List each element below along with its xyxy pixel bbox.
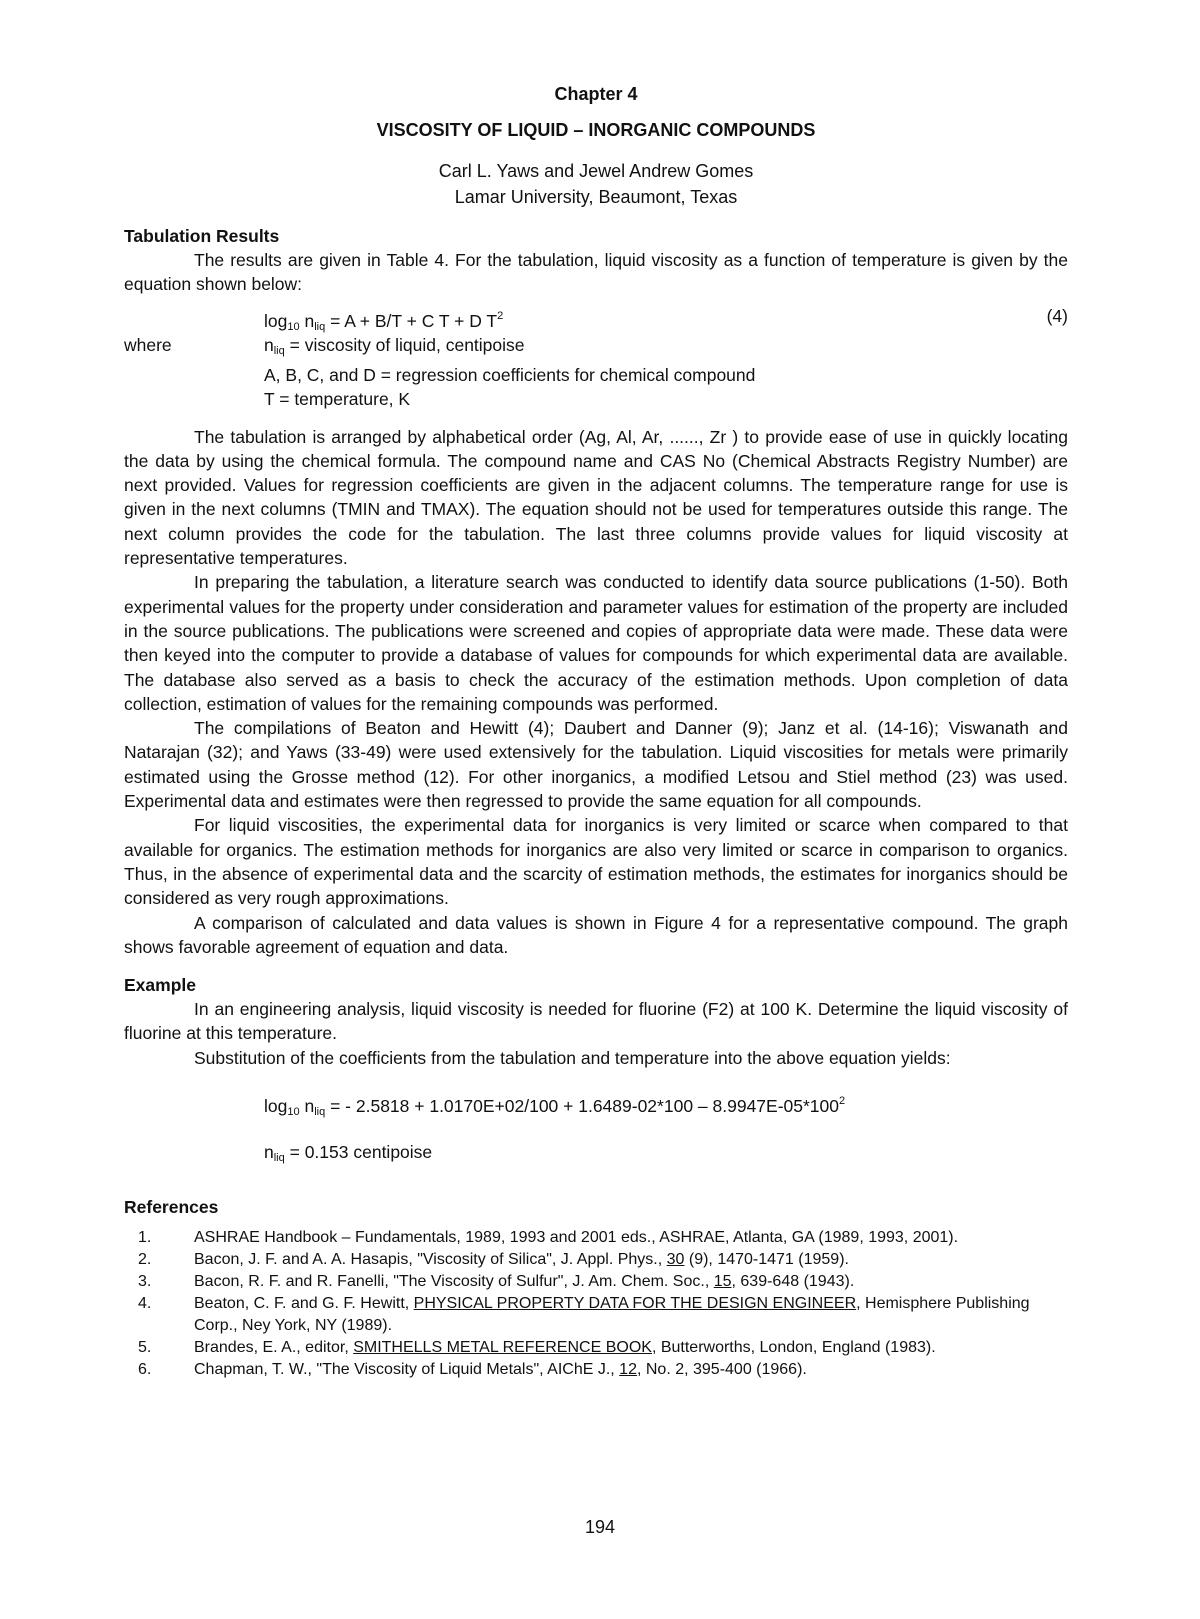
reference-item — [124, 1227, 1068, 1249]
chapter-title: VISCOSITY OF LIQUID – INORGANIC COMPOUNDS — [376, 120, 816, 140]
eq-var: n — [304, 310, 315, 331]
tabulation-paragraph: A comparison of calculated and data values is shown in Figure 4 for a representative compound. The graph shows favorable agreement of equation and data. — [124, 912, 1068, 957]
viscosity-equation — [124, 301, 1068, 331]
ex-var-sub: liq — [314, 1106, 326, 1119]
tabulation-paragraph: The tabulation is arranged by alphabetical order (Ag, Al, Ar, ......, Zr ) to provide ease of use in quickly locating the data by using the chemical formula. The compound name and CAS No (Chemical Abstracts Registry Number) are next provided. Values for regression coefficients are given in the adjacent columns. The temperature range for use is given in the next columns (TMIN and TMAX). The equation should not be used for temperatures outside this range. The next column provides the code for the tabulation. The last three columns provide values for liquid viscosity at representative temperatures. — [124, 426, 1068, 569]
example-equation-result — [264, 1137, 1068, 1173]
tabulation-paragraph: The compilations of Beaton and Hewitt (4); Daubert and Danner (9); Janz et al. (14-16); Viswanath and Natarajan (32); and Yaws (33-49) were used extensively for the tabulation. Liquid viscosities for metals were primarily estimated using the Grosse method (12). For other inorganics, a modified Letsou and Stiel method (23) was used. Experimental data and estimates were then regressed to provide the same equation for all compounds. — [124, 718, 1068, 812]
eq-log: log — [264, 310, 288, 331]
reference-number: 1. — [138, 1229, 152, 1247]
reference-text: , Hemisphere Publishing Corp., Ney York, NY (1989). — [194, 1295, 1030, 1335]
page-number: 194 — [584, 1517, 616, 1537]
reference-number: 6. — [138, 1361, 152, 1379]
example-paragraph: In an engineering analysis, liquid viscosity is needed for fluorine (F2) at 100 K. Determine the liquid viscosity of fluorine at this temperature. — [124, 999, 1068, 1044]
ex-result-value: = 0.153 centipoise — [284, 1142, 433, 1163]
ex-result-var: n — [264, 1142, 274, 1163]
example-heading: Example — [124, 975, 196, 996]
where-definitions — [124, 333, 1068, 411]
reference-book-title: SMITHELLS METAL REFERENCE BOOK — [353, 1339, 652, 1357]
reference-item — [124, 1249, 1068, 1271]
reference-text: Bacon, R. F. and R. Fanelli, "The Viscosity of Sulfur", J. Am. Chem. Soc., — [194, 1273, 714, 1291]
authors: Carl L. Yaws and Jewel Andrew Gomes — [438, 161, 754, 181]
tabulation-paragraph: For liquid viscosities, the experimental data for inorganics is very limited or scarce when compared to that available for organics. The estimation methods for inorganics are also very limited or scarce in comparison to organics. Thus, in the absence of experimental data and the scarcity of estimation methods, the estimates for inorganics should be considered as very rough approximations. — [124, 815, 1068, 909]
reference-text: Bacon, J. F. and A. A. Hasapis, "Viscosity of Silica", J. Appl. Phys., — [194, 1251, 667, 1269]
reference-number: 2. — [138, 1251, 152, 1269]
example-equation-substitution — [264, 1086, 1068, 1127]
equation-number: (4) — [1046, 305, 1068, 326]
ex-result-var-sub: liq — [273, 1152, 285, 1165]
reference-text: ASHRAE Handbook – Fundamentals, 1989, 1993 and 2001 eds., ASHRAE, Atlanta, GA (1989, 1993, 2001). — [194, 1229, 959, 1247]
definition-temperature: T = temperature, K — [264, 388, 411, 409]
reference-text: (9), 1470-1471 (1959). — [684, 1251, 849, 1269]
eq-log-base: 10 — [287, 320, 300, 333]
reference-volume: 15 — [713, 1273, 732, 1291]
chapter-header — [124, 80, 1068, 210]
where-label: where — [124, 334, 172, 355]
reference-volume: 30 — [666, 1251, 685, 1269]
reference-text: , No. 2, 395-400 (1966). — [636, 1361, 807, 1379]
chapter-label: Chapter 4 — [554, 84, 638, 104]
reference-text: , Butterworths, London, England (1983). — [651, 1339, 936, 1357]
def-text: = viscosity of liquid, centipoise — [284, 334, 525, 355]
reference-item — [124, 1293, 1068, 1337]
def-var-sub: liq — [273, 344, 285, 357]
affiliation: Lamar University, Beaumont, Texas — [454, 187, 738, 207]
tabulation-paragraph: In preparing the tabulation, a literature search was conducted to identify data source publications (1-50). Both experimental values for the property under consideration and parameter values for estimation of the property are included in the source publications. The publications were screened and copies of appropriate data were made. These data were then keyed into the computer to provide a database of values for compounds for which experimental data are available. The database also served as a basis to check the accuracy of the estimation methods. Upon completion of data collection, estimation of values for the remaining compounds was performed. — [124, 572, 1068, 714]
reference-number: 5. — [138, 1339, 152, 1357]
reference-number: 4. — [138, 1295, 152, 1313]
definition-viscosity — [264, 333, 1068, 363]
reference-item — [124, 1337, 1068, 1359]
reference-text: , 639-648 (1943). — [731, 1273, 855, 1291]
definition-list — [264, 333, 1068, 411]
example-paragraph: Substitution of the coefficients from the tabulation and temperature into the above equation yields: — [194, 1047, 951, 1068]
reference-list — [124, 1227, 1068, 1381]
ex-log: log — [264, 1096, 288, 1117]
document-page — [124, 80, 1068, 1381]
eq-exponent: 2 — [497, 309, 504, 322]
reference-number: 3. — [138, 1273, 152, 1291]
ex-log-base: 10 — [287, 1106, 300, 1119]
tabulation-intro: The results are given in Table 4. For the tabulation, liquid viscosity as a function of temperature is given by the equation shown below: — [124, 250, 1068, 295]
reference-item — [124, 1271, 1068, 1293]
reference-text: Beaton, C. F. and G. F. Hewitt, — [194, 1295, 414, 1313]
ex-exponent: 2 — [839, 1095, 846, 1108]
reference-volume: 12 — [619, 1361, 637, 1379]
eq-rhs: = A + B/T + C T + D T — [330, 310, 498, 331]
ex-rhs: = - 2.5818 + 1.0170E+02/100 + 1.6489-02*100 – 8.9947E-05*100 — [325, 1096, 840, 1117]
definition-coefficients: A, B, C, and D = regression coefficients for chemical compound — [264, 364, 756, 385]
ex-var: n — [304, 1096, 315, 1117]
reference-item — [124, 1359, 1068, 1381]
def-var: n — [264, 334, 274, 355]
tabulation-heading: Tabulation Results — [124, 226, 280, 246]
reference-text: Brandes, E. A., editor, — [194, 1339, 354, 1357]
author-block — [124, 158, 1068, 210]
eq-var-sub: liq — [314, 320, 326, 333]
references-heading: References — [124, 1197, 219, 1218]
reference-book-title: PHYSICAL PROPERTY DATA FOR THE DESIGN ENGINEER — [413, 1295, 857, 1313]
reference-text: Chapman, T. W., "The Viscosity of Liquid Metals", AIChE J., — [194, 1361, 620, 1379]
